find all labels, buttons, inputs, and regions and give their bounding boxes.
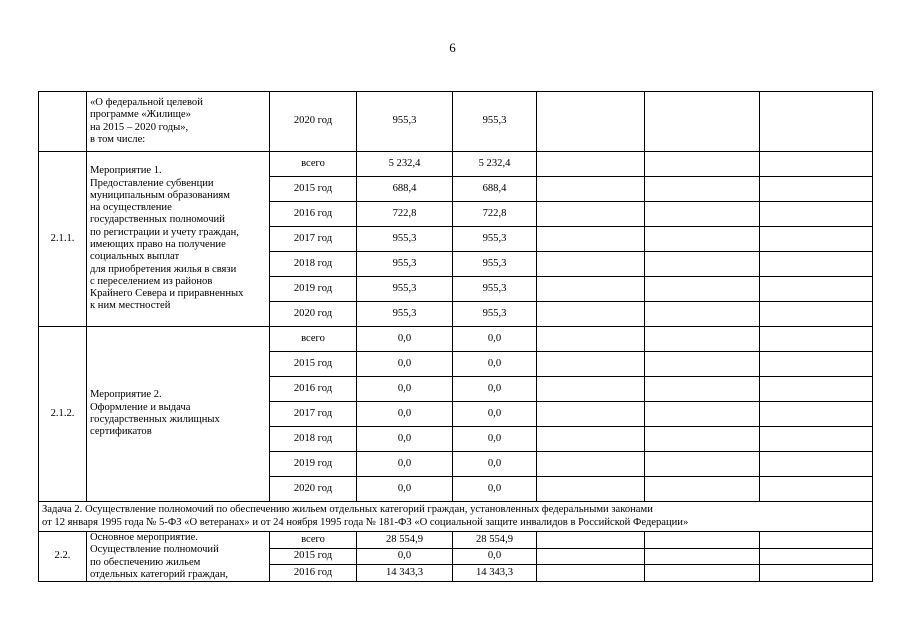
empty-cell bbox=[645, 227, 760, 252]
table-row bbox=[39, 92, 873, 152]
empty-cell bbox=[760, 92, 873, 152]
year-cell: 2015 год bbox=[270, 177, 357, 202]
year-cell: 2017 год bbox=[270, 227, 357, 252]
value-cell: 0,0 bbox=[453, 477, 537, 502]
number-cell: 2.1.2. bbox=[39, 327, 87, 502]
description-line: в том числе: bbox=[90, 133, 146, 145]
empty-cell bbox=[537, 427, 645, 452]
description-line: Мероприятие 2. bbox=[90, 389, 162, 401]
empty-cell bbox=[537, 565, 645, 582]
empty-cell bbox=[645, 377, 760, 402]
value-cell: 0,0 bbox=[453, 327, 537, 352]
value-cell: 0,0 bbox=[357, 377, 453, 402]
value-cell: 0,0 bbox=[453, 548, 537, 565]
value-cell: 955,3 bbox=[453, 252, 537, 277]
year-cell: 2016 год bbox=[270, 565, 357, 582]
empty-cell bbox=[760, 277, 873, 302]
empty-cell bbox=[645, 177, 760, 202]
empty-cell bbox=[645, 202, 760, 227]
empty-cell bbox=[760, 352, 873, 377]
description-line: муниципальным образованиям bbox=[90, 189, 230, 201]
value-cell: 28 554,9 bbox=[453, 532, 537, 549]
empty-cell bbox=[537, 402, 645, 427]
description-line: для приобретения жилья в связи bbox=[90, 263, 237, 275]
description-line: к ним местностей bbox=[90, 300, 171, 312]
empty-cell bbox=[537, 477, 645, 502]
task-row bbox=[39, 502, 873, 532]
value-cell: 955,3 bbox=[453, 302, 537, 327]
description-line: социальных выплат bbox=[90, 251, 180, 263]
empty-cell bbox=[645, 352, 760, 377]
empty-cell bbox=[537, 152, 645, 177]
task-cell bbox=[39, 502, 873, 532]
value-cell: 0,0 bbox=[357, 477, 453, 502]
description-line: Предоставление субвенции bbox=[90, 177, 214, 189]
value-cell: 722,8 bbox=[453, 202, 537, 227]
value-cell: 0,0 bbox=[357, 452, 453, 477]
year-cell: 2020 год bbox=[270, 477, 357, 502]
empty-cell bbox=[645, 427, 760, 452]
empty-cell bbox=[760, 532, 873, 549]
empty-cell bbox=[760, 548, 873, 565]
year-cell: 2016 год bbox=[270, 377, 357, 402]
empty-cell bbox=[537, 532, 645, 549]
year-cell: всего bbox=[270, 152, 357, 177]
empty-cell bbox=[537, 302, 645, 327]
budget-table bbox=[38, 91, 873, 582]
value-cell: 5 232,4 bbox=[357, 152, 453, 177]
value-cell: 955,3 bbox=[357, 277, 453, 302]
empty-cell bbox=[537, 227, 645, 252]
empty-cell bbox=[645, 565, 760, 582]
task-line: от 12 января 1995 года № 5-ФЗ «О ветеранах» и от 24 ноября 1995 года № 181-ФЗ «О социальной защите инвалидов в Российской Федерации» bbox=[42, 516, 689, 528]
empty-cell bbox=[537, 92, 645, 152]
description-line: государственных полномочий bbox=[90, 214, 225, 226]
value-cell: 14 343,3 bbox=[453, 565, 537, 582]
value-cell: 955,3 bbox=[453, 92, 537, 152]
empty-cell bbox=[645, 92, 760, 152]
value-cell: 688,4 bbox=[453, 177, 537, 202]
empty-cell bbox=[537, 252, 645, 277]
description-line: Основное мероприятие. bbox=[90, 532, 198, 543]
value-cell: 0,0 bbox=[453, 377, 537, 402]
empty-cell bbox=[760, 227, 873, 252]
description-cell bbox=[87, 152, 270, 327]
empty-cell bbox=[760, 377, 873, 402]
year-cell: 2018 год bbox=[270, 427, 357, 452]
description-line: отдельных категорий граждан, bbox=[90, 568, 229, 580]
empty-cell bbox=[760, 152, 873, 177]
empty-cell bbox=[645, 302, 760, 327]
empty-cell bbox=[537, 452, 645, 477]
value-cell: 0,0 bbox=[357, 352, 453, 377]
empty-cell bbox=[645, 252, 760, 277]
value-cell: 0,0 bbox=[357, 427, 453, 452]
table-row bbox=[39, 327, 873, 352]
value-cell: 955,3 bbox=[357, 92, 453, 152]
empty-cell bbox=[645, 327, 760, 352]
value-cell: 688,4 bbox=[357, 177, 453, 202]
description-line: сертификатов bbox=[90, 426, 152, 438]
empty-cell bbox=[537, 202, 645, 227]
value-cell: 5 232,4 bbox=[453, 152, 537, 177]
empty-cell bbox=[645, 532, 760, 549]
empty-cell bbox=[645, 152, 760, 177]
number-cell: 2.2. bbox=[39, 532, 87, 582]
page-number: 6 bbox=[449, 40, 456, 55]
value-cell: 0,0 bbox=[453, 352, 537, 377]
value-cell: 0,0 bbox=[357, 327, 453, 352]
task-line: Задача 2. Осуществление полномочий по обеспечению жильем отдельных категорий граждан, установленных федеральными законами bbox=[42, 504, 653, 516]
value-cell: 955,3 bbox=[453, 227, 537, 252]
year-cell: 2016 год bbox=[270, 202, 357, 227]
empty-cell bbox=[537, 377, 645, 402]
value-cell: 955,3 bbox=[357, 302, 453, 327]
year-cell: всего bbox=[270, 327, 357, 352]
empty-cell bbox=[760, 252, 873, 277]
empty-cell bbox=[537, 177, 645, 202]
description-line: на 2015 – 2020 годы», bbox=[90, 121, 189, 133]
year-cell: 2019 год bbox=[270, 277, 357, 302]
year-cell: 2020 год bbox=[270, 302, 357, 327]
value-cell: 955,3 bbox=[453, 277, 537, 302]
empty-cell bbox=[537, 277, 645, 302]
value-cell: 14 343,3 bbox=[357, 565, 453, 582]
empty-cell bbox=[645, 477, 760, 502]
empty-cell bbox=[760, 452, 873, 477]
empty-cell bbox=[537, 327, 645, 352]
description-line: «О федеральной целевой bbox=[90, 96, 203, 108]
empty-cell bbox=[760, 177, 873, 202]
description-line: имеющих право на получение bbox=[90, 239, 226, 250]
description-line: по обеспечению жильем bbox=[90, 556, 201, 568]
number-cell: 2.1.1. bbox=[39, 152, 87, 327]
number-cell bbox=[39, 92, 87, 152]
value-cell: 28 554,9 bbox=[357, 532, 453, 549]
empty-cell bbox=[537, 352, 645, 377]
year-cell: 2018 год bbox=[270, 252, 357, 277]
empty-cell bbox=[760, 477, 873, 502]
description-line: Оформление и выдача bbox=[90, 401, 191, 413]
description-cell bbox=[87, 532, 270, 582]
empty-cell bbox=[760, 302, 873, 327]
table-row bbox=[39, 152, 873, 177]
empty-cell bbox=[645, 402, 760, 427]
description-line: на осуществление bbox=[90, 202, 172, 214]
empty-cell bbox=[537, 548, 645, 565]
description-line: Крайнего Севера и приравненных bbox=[90, 288, 244, 300]
description-line: Осуществление полномочий bbox=[90, 544, 219, 556]
value-cell: 0,0 bbox=[453, 452, 537, 477]
empty-cell bbox=[645, 548, 760, 565]
description-line: Мероприятие 1. bbox=[90, 165, 162, 177]
value-cell: 0,0 bbox=[357, 402, 453, 427]
description-cell bbox=[87, 327, 270, 502]
empty-cell bbox=[760, 565, 873, 582]
empty-cell bbox=[760, 402, 873, 427]
year-cell: 2015 год bbox=[270, 548, 357, 565]
empty-cell bbox=[760, 202, 873, 227]
table-body bbox=[39, 92, 873, 582]
table-row bbox=[39, 532, 873, 549]
year-cell: 2017 год bbox=[270, 402, 357, 427]
description-line: с переселением из районов bbox=[90, 275, 213, 287]
value-cell: 955,3 bbox=[357, 252, 453, 277]
description-line: по регистрации и учету граждан, bbox=[90, 226, 239, 238]
empty-cell bbox=[760, 327, 873, 352]
description-cell bbox=[87, 92, 270, 152]
description-line: государственных жилищных bbox=[90, 414, 220, 425]
empty-cell bbox=[645, 277, 760, 302]
value-cell: 955,3 bbox=[357, 227, 453, 252]
year-cell: 2020 год bbox=[270, 92, 357, 152]
year-cell: всего bbox=[270, 532, 357, 549]
empty-cell bbox=[760, 427, 873, 452]
value-cell: 722,8 bbox=[357, 202, 453, 227]
description-line: программе «Жилище» bbox=[90, 109, 191, 121]
value-cell: 0,0 bbox=[453, 402, 537, 427]
year-cell: 2015 год bbox=[270, 352, 357, 377]
year-cell: 2019 год bbox=[270, 452, 357, 477]
empty-cell bbox=[645, 452, 760, 477]
value-cell: 0,0 bbox=[357, 548, 453, 565]
value-cell: 0,0 bbox=[453, 427, 537, 452]
